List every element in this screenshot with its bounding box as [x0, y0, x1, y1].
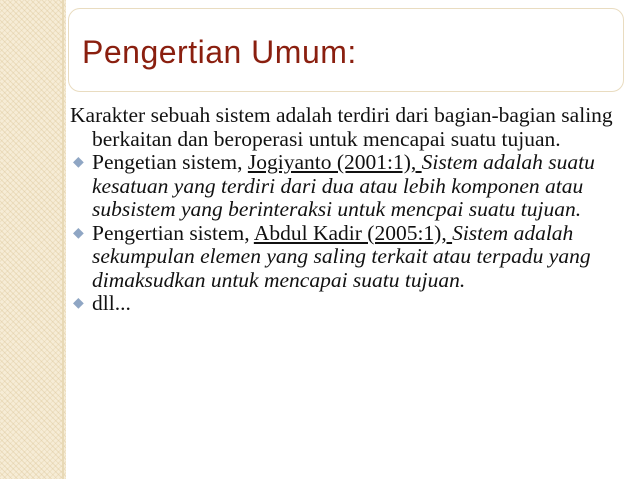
diamond-bullet-icon: ◆	[73, 154, 84, 170]
definition-text: Sistem adalah suatu kesatuan yang terdiri dari dua atau lebih komponen atau subsistem yang berinteraksi untuk mencpai suatu tujuan.	[92, 150, 595, 221]
bullet-lead: Pengetian sistem,	[92, 150, 248, 174]
bullet-item-etc	[70, 292, 620, 316]
bullet-item-jogiyanto	[70, 151, 620, 222]
intro-paragraph: Karakter sebuah sistem adalah terdiri dari bagian-bagian saling berkaitan dan beroperasi untuk mencapai suatu tujuan.	[70, 103, 613, 151]
slide-title: Pengertian Umum:	[82, 34, 357, 70]
diamond-bullet-icon: ◆	[73, 295, 84, 311]
diamond-bullet-icon: ◆	[73, 224, 84, 241]
band-divider	[62, 0, 64, 479]
bullet-lead: dll...	[92, 291, 131, 315]
citation-link[interactable]: Jogiyanto (2001:1),	[247, 150, 422, 174]
bullet-item-abdul-kadir	[70, 222, 620, 293]
citation-link[interactable]: Abdul Kadir (2005:1),	[253, 220, 453, 245]
decorative-left-band	[0, 0, 66, 479]
definition-text: Sistem adalah sekumpulan elemen yang saling terkait atau terpadu yang dimaksudkan untuk mencapai suatu tujuan.	[92, 220, 591, 292]
slide-body	[70, 104, 620, 316]
bullet-lead: Pengertian sistem,	[92, 220, 254, 245]
